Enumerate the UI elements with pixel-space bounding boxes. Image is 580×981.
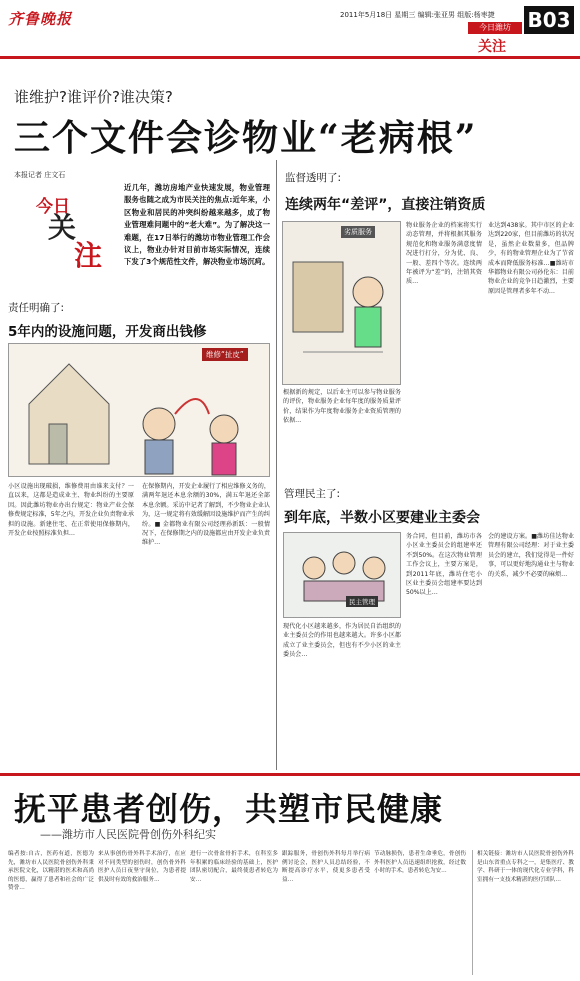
section1-column-right: 在保修期内，开发企业履行了相应维修义务的，满两年退还本息余额的30%，满五年退还全部本息余额。采访中记者了解到，不少物业企业认为，这一规定将有效缓解因设施维护而产生的纠纷。■ 金都物业有限公司经理孙新跃：一般情况下，在保修期之内的设施都应由开发企业负责维护… bbox=[142, 483, 270, 547]
feature-subtitle: ——潍坊市人民医院骨创伤外科纪实 bbox=[40, 828, 216, 841]
article-kicker: 谁维护?谁评价?谁决策? bbox=[14, 88, 173, 106]
masthead-logo: 齐鲁晚报 bbox=[8, 10, 73, 28]
democracy-cartoon bbox=[283, 532, 401, 618]
column-divider bbox=[276, 160, 277, 770]
column-logo-small: 今日 bbox=[36, 197, 70, 217]
section-tab: 今日潍坊 bbox=[468, 22, 522, 34]
cartoon2-caption: 劣质服务 bbox=[341, 226, 375, 238]
section2-title: 连续两年“差评”，直接注销资质 bbox=[285, 197, 486, 213]
page-number: B03 bbox=[524, 6, 574, 34]
top-divider bbox=[0, 56, 580, 59]
related-links-box: 相关链接：潍坊市人民医院骨创伤外科是山东省重点专科之一，是集医疗、教学、科研于一体的现代化专业学科，科室拥有一支技术精湛的医疗团队… bbox=[472, 850, 574, 975]
lower-divider bbox=[0, 773, 580, 776]
feature-column: 跟踪服务，骨创伤外科每月举行病例讨论会，医护人员总结经验，不断提高诊疗水平，使更多患者受益… bbox=[282, 851, 370, 883]
issue-date: 2011年5月18日 星期三 编辑:张亚男 组版:杨枣捷 bbox=[340, 11, 495, 19]
section2-kicker: 监督透明了: bbox=[285, 172, 342, 184]
cartoon3-caption: 民主管理 bbox=[346, 596, 378, 607]
section3-kicker: 管理民主了: bbox=[284, 488, 341, 500]
article-headline: 三个文件会诊物业“老病根” bbox=[14, 117, 478, 159]
section3-title: 到年底，半数小区要建业主委会 bbox=[284, 510, 480, 526]
column-logo-red: 注 bbox=[74, 239, 103, 272]
service-cartoon bbox=[282, 221, 401, 385]
repair-cartoon bbox=[8, 343, 270, 477]
section1-kicker: 责任明确了: bbox=[8, 302, 65, 314]
feature-column: 节动脉损伤，患者生命垂危，骨创伤外科医护人员迅速组织抢救，经过数小时的手术，患者转危为安… bbox=[374, 851, 466, 874]
feature-column: 来从事创伤骨外科手术治疗，在应对不同类型的创伤时，创伤骨外科医护人员日夜坚守岗位，为患者提供及时有效的救治服务… bbox=[98, 851, 186, 883]
feature-column: 编者按:自古，医药有道，医德为先，潍坊市人民医院骨创伤外科秉承医院文化，以精湛的医术和高尚的医德，赢得了患者和社会的广泛赞誉… bbox=[8, 851, 94, 891]
article-intro: 近几年，潍坊房地产业快速发展，物业管理服务也随之成为市民关注的焦点:近年来，小区物业和居民的冲突纠纷越来越多，成了物业管理难问题中的“老大难”。为了解决这一难题，在17日举行的潍坊市物业管理工作会议上，物业办针对目前市场实际情况，连续下发了3个规范性文件，解决物业市场沉疴。 bbox=[124, 183, 270, 267]
section1-title: 5年内的设施问题，开发商出钱修 bbox=[8, 324, 207, 340]
article-byline: 本报记者 庄文石 bbox=[14, 171, 66, 179]
cartoon1-caption: 维修“扯皮” bbox=[202, 348, 248, 361]
section3-column-b: 务合同，但目前，潍坊市各小区业主委员会的组建率还不到50%。在这次物业管理工作会议上，主要方案是，到2011年底，潍坊住宅小区业主委员会组建率要达到50%以上… bbox=[406, 533, 482, 597]
section3-column-c: 会的建设方案。■潍坊佳达物业管理有限公司经理：对于业主委员会的建立，我们觉得是一件好事，可以更好地沟通业主与物业的关系，减少不必要的麻烦… bbox=[488, 533, 574, 578]
feature-headline: 抚平患者创伤，共塑市民健康 bbox=[14, 790, 444, 828]
column-logo-big: 关 bbox=[48, 211, 77, 244]
column-logo bbox=[36, 186, 114, 270]
section2-column-a: 根据新的规定，以后业主可以参与物业服务的评价，物业服务企业每年度的服务质量评价，结果作为年度物业服务企业资质管理的依据… bbox=[283, 389, 401, 425]
section-label: 关注 bbox=[478, 39, 506, 55]
section2-column-c: 业达到438家。其中市区的企业达到220家，但目前潍坊的状况是，虽然企业数量多，但品牌少，有的物业管理企业为了节省成本而降低服务标准…■潍坊市华都物业有限公司孙伦东：目前物业企业的竞争日趋激烈，主要原因是管理者多年不动… bbox=[488, 222, 574, 295]
section1-column-left: 小区设施出现破损，维修费用由谁来支付？一直以来，这都是造成业主、物业纠纷的主要原因。因此潍坊物业办出台规定：物业产业会保修费规定标准，5年之内，开发企业负责物业承担的设施。新建住宅、在正常使用保修期内，开发企业按照标准负担… bbox=[8, 483, 134, 538]
section3-column-a: 现代化小区越来越多，作为居民自治组织的业主委员会的作用也越来越大。许多小区都成立了业主委员会，但也有不少小区的业主委员会… bbox=[283, 623, 401, 659]
feature-column: 进行一次骨盆骨折手术，在科室多年积累的临床经验的基础上，医护团队密切配合，最终使患者转危为安… bbox=[190, 851, 278, 883]
section2-column-b: 物业服务企业的档案将实行动态管理，并将根据其服务规范化和物业服务满意度情况进行打分，分为优、良、一般、差四个等次。连续两年被评为“差”的，注销其资质… bbox=[406, 222, 482, 286]
